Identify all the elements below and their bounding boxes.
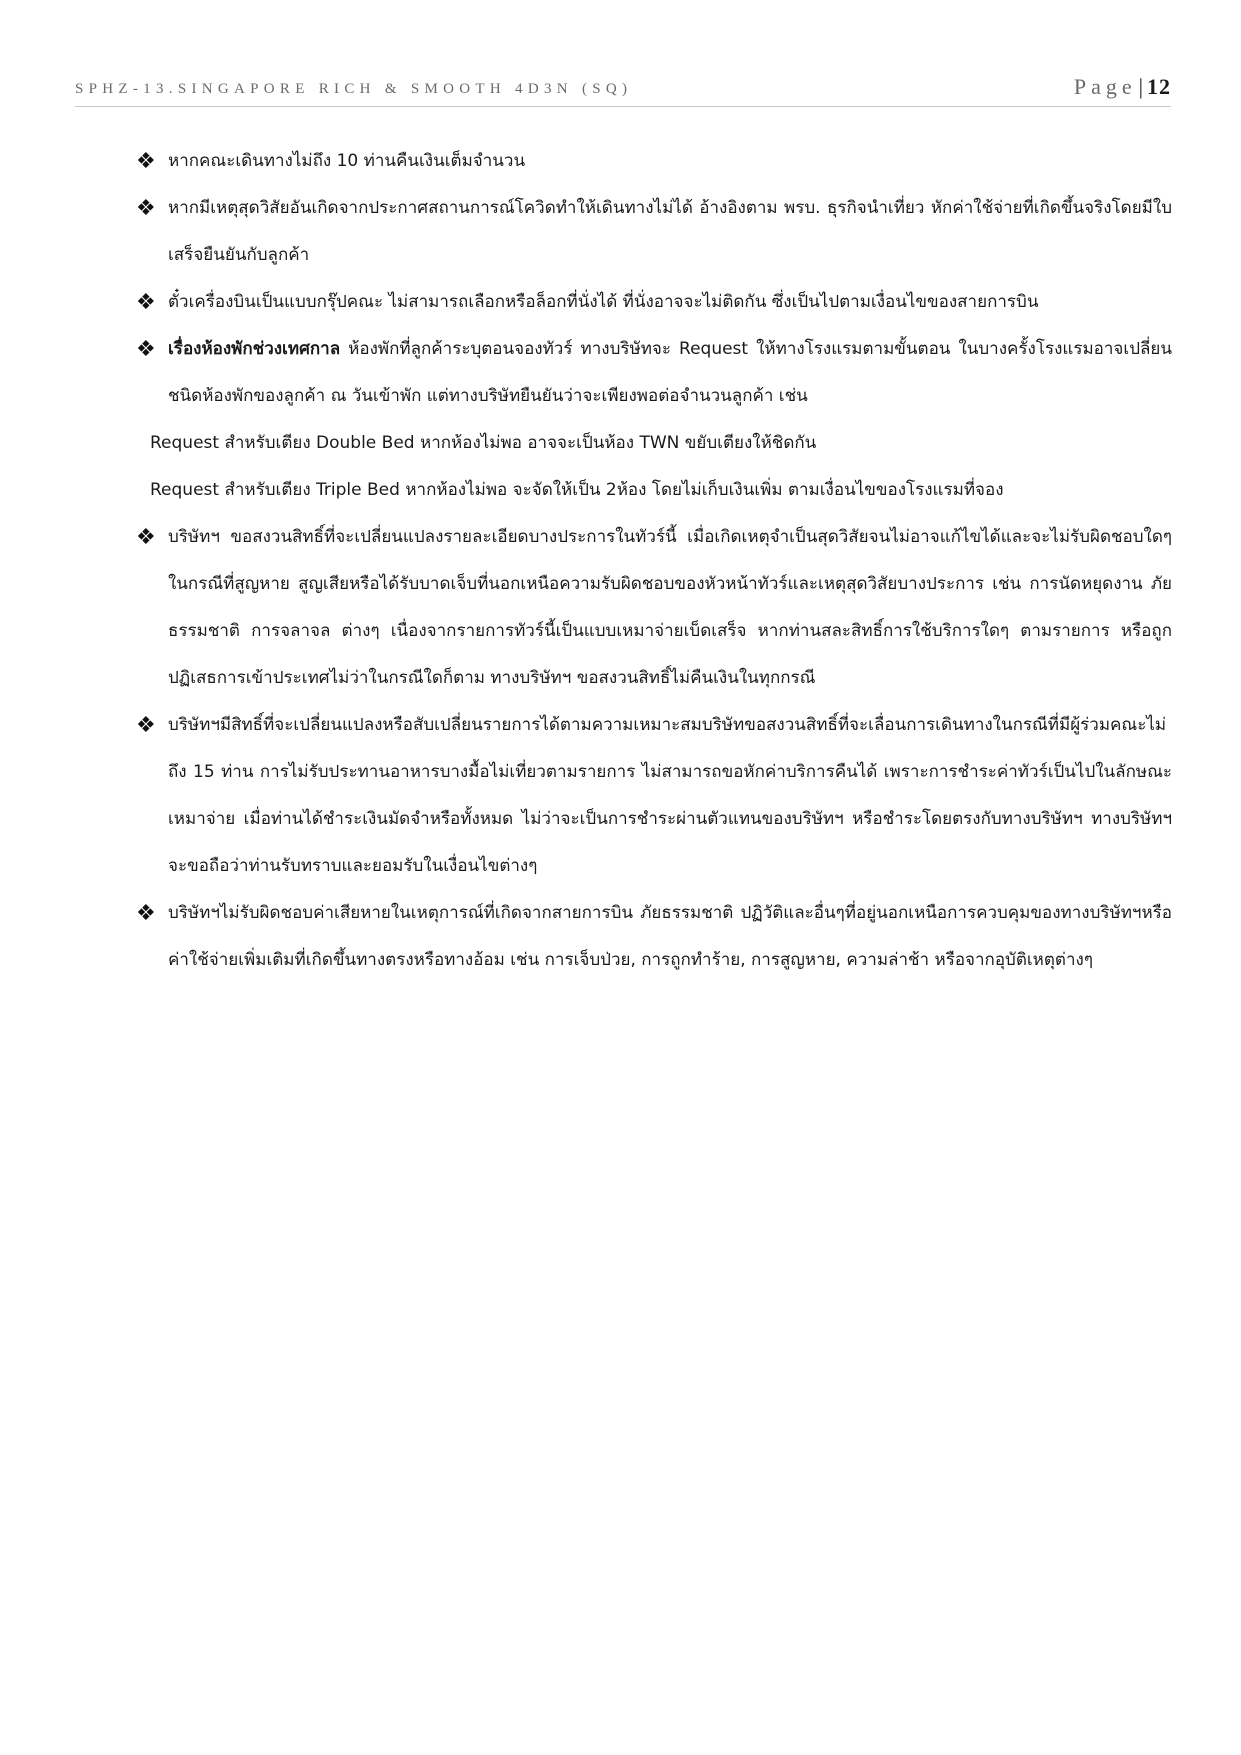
page-number: 12	[1147, 74, 1171, 99]
list-item	[136, 279, 1172, 326]
list-item	[136, 326, 1172, 420]
list-item	[136, 185, 1172, 279]
list-item-heading: เรื่องห้องพักช่วงเทศกาล	[168, 339, 341, 359]
four-diamond-bullet-icon: ❖	[136, 525, 156, 550]
page-separator: |	[1138, 74, 1143, 99]
document-title: SPHZ-13.SINGAPORE RICH & SMOOTH 4D3N (SQ)	[75, 81, 633, 97]
four-diamond-bullet-icon: ❖	[136, 290, 156, 315]
list-item	[136, 702, 1172, 890]
terms-content	[136, 138, 1172, 984]
list-item-text: บริษัทฯไม่รับผิดชอบค่าเสียหายในเหตุการณ์ที่เกิดจากสายการบิน ภัยธรรมชาติ ปฏิวัติและอื่นๆที่อยู่นอกเหนือการควบคุมของทางบริษัทฯหรือค่าใช้จ่ายเพิ่มเติมที่เกิดขึ้นทางตรงหรือทางอ้อม เช่น การเจ็บป่วย, การถูกทำร้าย, การสูญหาย, ความล่าช้า หรือจากอุบัติเหตุต่างๆ	[168, 903, 1172, 970]
four-diamond-bullet-icon: ❖	[136, 337, 156, 362]
list-item-text: หากคณะเดินทางไม่ถึง 10 ท่านคืนเงินเต็มจำนวน	[168, 151, 526, 171]
four-diamond-bullet-icon: ❖	[136, 713, 156, 738]
list-item-text: ตั๋วเครื่องบินเป็นแบบกรุ๊ปคณะ ไม่สามารถเลือกหรือล็อกที่นั่งได้ ที่นั่งอาจจะไม่ติดกัน ซึ่งเป็นไปตามเงื่อนไขของสายการบิน	[168, 292, 1039, 312]
room-note-triple: Request สำหรับเตียง Triple Bed หากห้องไม่พอ จะจัดให้เป็น 2ห้อง โดยไม่เก็บเงินเพิ่ม ตามเงื่อนไขของโรงแรมที่จอง	[150, 480, 1004, 500]
list-item-text: บริษัทฯ ขอสงวนสิทธิ์ที่จะเปลี่ยนแปลงรายละเอียดบางประการในทัวร์นี้ เมื่อเกิดเหตุจำเป็นสุดวิสัยจนไม่อาจแก้ไขได้และจะไม่รับผิดชอบใดๆ ในกรณีที่สูญหาย สูญเสียหรือได้รับบาดเจ็บที่นอกเหนือความรับผิดชอบของหัวหน้าทัวร์และเหตุสุดวิสัยบางประการ เช่น การนัดหยุดงาน ภัยธรรมชาติ การจลาจล ต่างๆ เนื่องจากรายการทัวร์นี้เป็นแบบเหมาจ่ายเบ็ดเสร็จ หากท่านสละสิทธิ์การใช้บริการใดๆ ตามรายการ หรือถูกปฏิเสธการเข้าประเทศไม่ว่าในกรณีใดก็ตาม ทางบริษัทฯ ขอสงวนสิทธิ์ไม่คืนเงินในทุกกรณี	[168, 527, 1172, 688]
four-diamond-bullet-icon: ❖	[136, 196, 156, 221]
page-label: Page	[1073, 74, 1137, 99]
list-item	[136, 138, 1172, 185]
room-note-double: Request สำหรับเตียง Double Bed หากห้องไม่พอ อาจจะเป็นห้อง TWN ขยับเตียงให้ชิดกัน	[150, 433, 817, 453]
list-item-text: หากมีเหตุสุดวิสัยอันเกิดจากประกาศสถานการณ์โควิดทำให้เดินทางไม่ได้ อ้างอิงตาม พรบ. ธุรกิจนำเที่ยว หักค่าใช้จ่ายที่เกิดขึ้นจริงโดยมีใบเสร็จยืนยันกับลูกค้า	[168, 198, 1172, 265]
list-item	[136, 890, 1172, 984]
page-header	[75, 72, 1171, 107]
four-diamond-bullet-icon: ❖	[136, 149, 156, 174]
page-indicator	[1074, 74, 1171, 100]
list-item	[136, 514, 1172, 702]
list-item-text: บริษัทฯมีสิทธิ์ที่จะเปลี่ยนแปลงหรือสับเปลี่ยนรายการได้ตามความเหมาะสมบริษัทขอสงวนสิทธิ์ที่จะเลื่อนการเดินทางในกรณีที่มีผู้ร่วมคณะไม่ถึง 15 ท่าน การไม่รับประทานอาหารบางมื้อไม่เที่ยวตามรายการ ไม่สามารถขอหักค่าบริการคืนได้ เพราะการชำระค่าทัวร์เป็นไปในลักษณะเหมาจ่าย เมื่อท่านได้ชำระเงินมัดจำหรือทั้งหมด ไม่ว่าจะเป็นการชำระผ่านตัวแทนของบริษัทฯ หรือชำระโดยตรงกับทางบริษัทฯ ทางบริษัทฯ จะขอถือว่าท่านรับทราบและยอมรับในเงื่อนไขต่างๆ	[168, 715, 1172, 876]
four-diamond-bullet-icon: ❖	[136, 901, 156, 926]
list-item-text: ห้องพักที่ลูกค้าระบุตอนจองทัวร์ ทางบริษัทจะ Request ให้ทางโรงแรมตามขั้นตอน ในบางครั้งโรงแรมอาจเปลี่ยนชนิดห้องพักของลูกค้า ณ วันเข้าพัก แต่ทางบริษัทยืนยันว่าจะเพียงพอต่อจำนวนลูกค้า เช่น	[168, 339, 1172, 406]
